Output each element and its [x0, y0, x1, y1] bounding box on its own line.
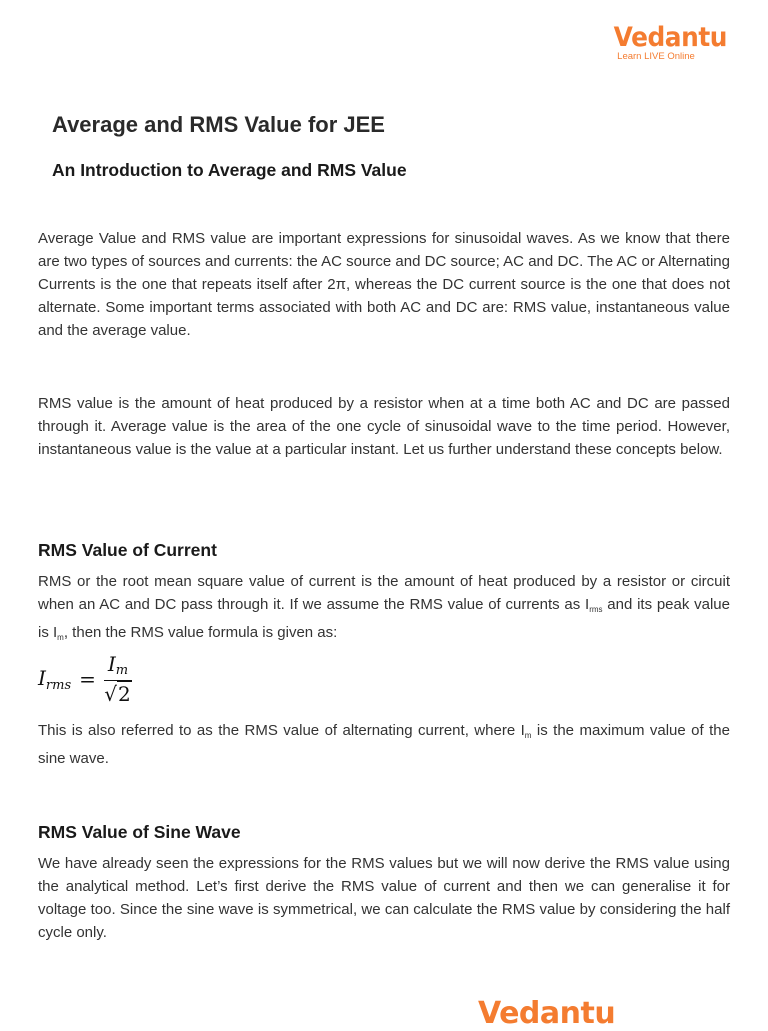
formula-den-value: 2 — [118, 682, 131, 706]
rms-current-text-a: RMS or the root mean square value of current is the amount of heat produced by a resistor or circuit when an AC and DC pass through it. If we assume the RMS value of currents as I — [38, 573, 730, 613]
rms-current-text-c: , then the RMS value formula is given as: — [63, 624, 338, 641]
sqrt-icon: √ — [104, 682, 118, 706]
rms-current-text-b: and its peak value is I — [38, 596, 730, 641]
intro-paragraph-1: Average Value and RMS value are important expressions for sinusoidal waves. As we know that there are two types of sources and currents: the AC source and DC source; AC and DC. The AC or Alternating Currents is the one that repeats itself after 2π, whereas the DC current source is the one that does not alternate. Some important terms associated with both AC and DC are: RMS value, instantaneous value and the average value. — [38, 230, 730, 339]
rms-current-p2-text-b: is the maximum value of the sine wave. — [38, 722, 730, 767]
formula-lhs — [38, 666, 71, 693]
page-subtitle: An Introduction to Average and RMS Value — [52, 160, 407, 180]
rms-current-paragraph — [38, 570, 730, 649]
bottom-vedantu-logo: Vedantu — [478, 996, 616, 1031]
formula-equals: = — [79, 667, 96, 691]
subscript-rms: rms — [589, 605, 603, 614]
formula-num-subscript: m — [115, 663, 129, 678]
formula-numerator — [104, 652, 132, 681]
formula-num-symbol: I — [107, 652, 116, 676]
rms-sine-paragraph: We have already seen the expressions for the RMS values but we will now derive the RMS value using the analytical method. Let’s first derive the RMS value of current and then we can generalise it for voltage too. Since the sine wave is symmetrical, we can calculate the RMS value by considering the half cycle only. — [38, 855, 730, 941]
heading-rms-current: RMS Value of Current — [38, 540, 217, 560]
vedantu-logo — [610, 22, 727, 62]
rms-current-paragraph-2 — [38, 719, 730, 770]
formula-denominator — [104, 681, 131, 706]
subscript-m-2: m — [524, 731, 532, 740]
subscript-m: m — [57, 633, 64, 642]
rms-formula — [38, 652, 132, 706]
logo-tagline: Learn LIVE Online — [617, 51, 695, 62]
formula-lhs-symbol: I — [38, 665, 46, 690]
heading-rms-sine: RMS Value of Sine Wave — [38, 822, 241, 842]
intro-paragraph-2: RMS value is the amount of heat produced by a resistor when at a time both AC and DC are passed through it. Average value is the area of the one cycle of sinusoidal wave to the time period. However, instantaneous value is the value at a particular instant. Let us further understand these concepts below. — [38, 395, 730, 458]
rms-current-p2-text-a: This is also referred to as the RMS value of alternating current, where I — [38, 722, 525, 739]
logo-wordmark: Vedantu — [613, 22, 727, 53]
page-title: Average and RMS Value for JEE — [52, 112, 385, 137]
formula-fraction — [104, 652, 132, 706]
formula-lhs-subscript: rms — [45, 677, 72, 693]
